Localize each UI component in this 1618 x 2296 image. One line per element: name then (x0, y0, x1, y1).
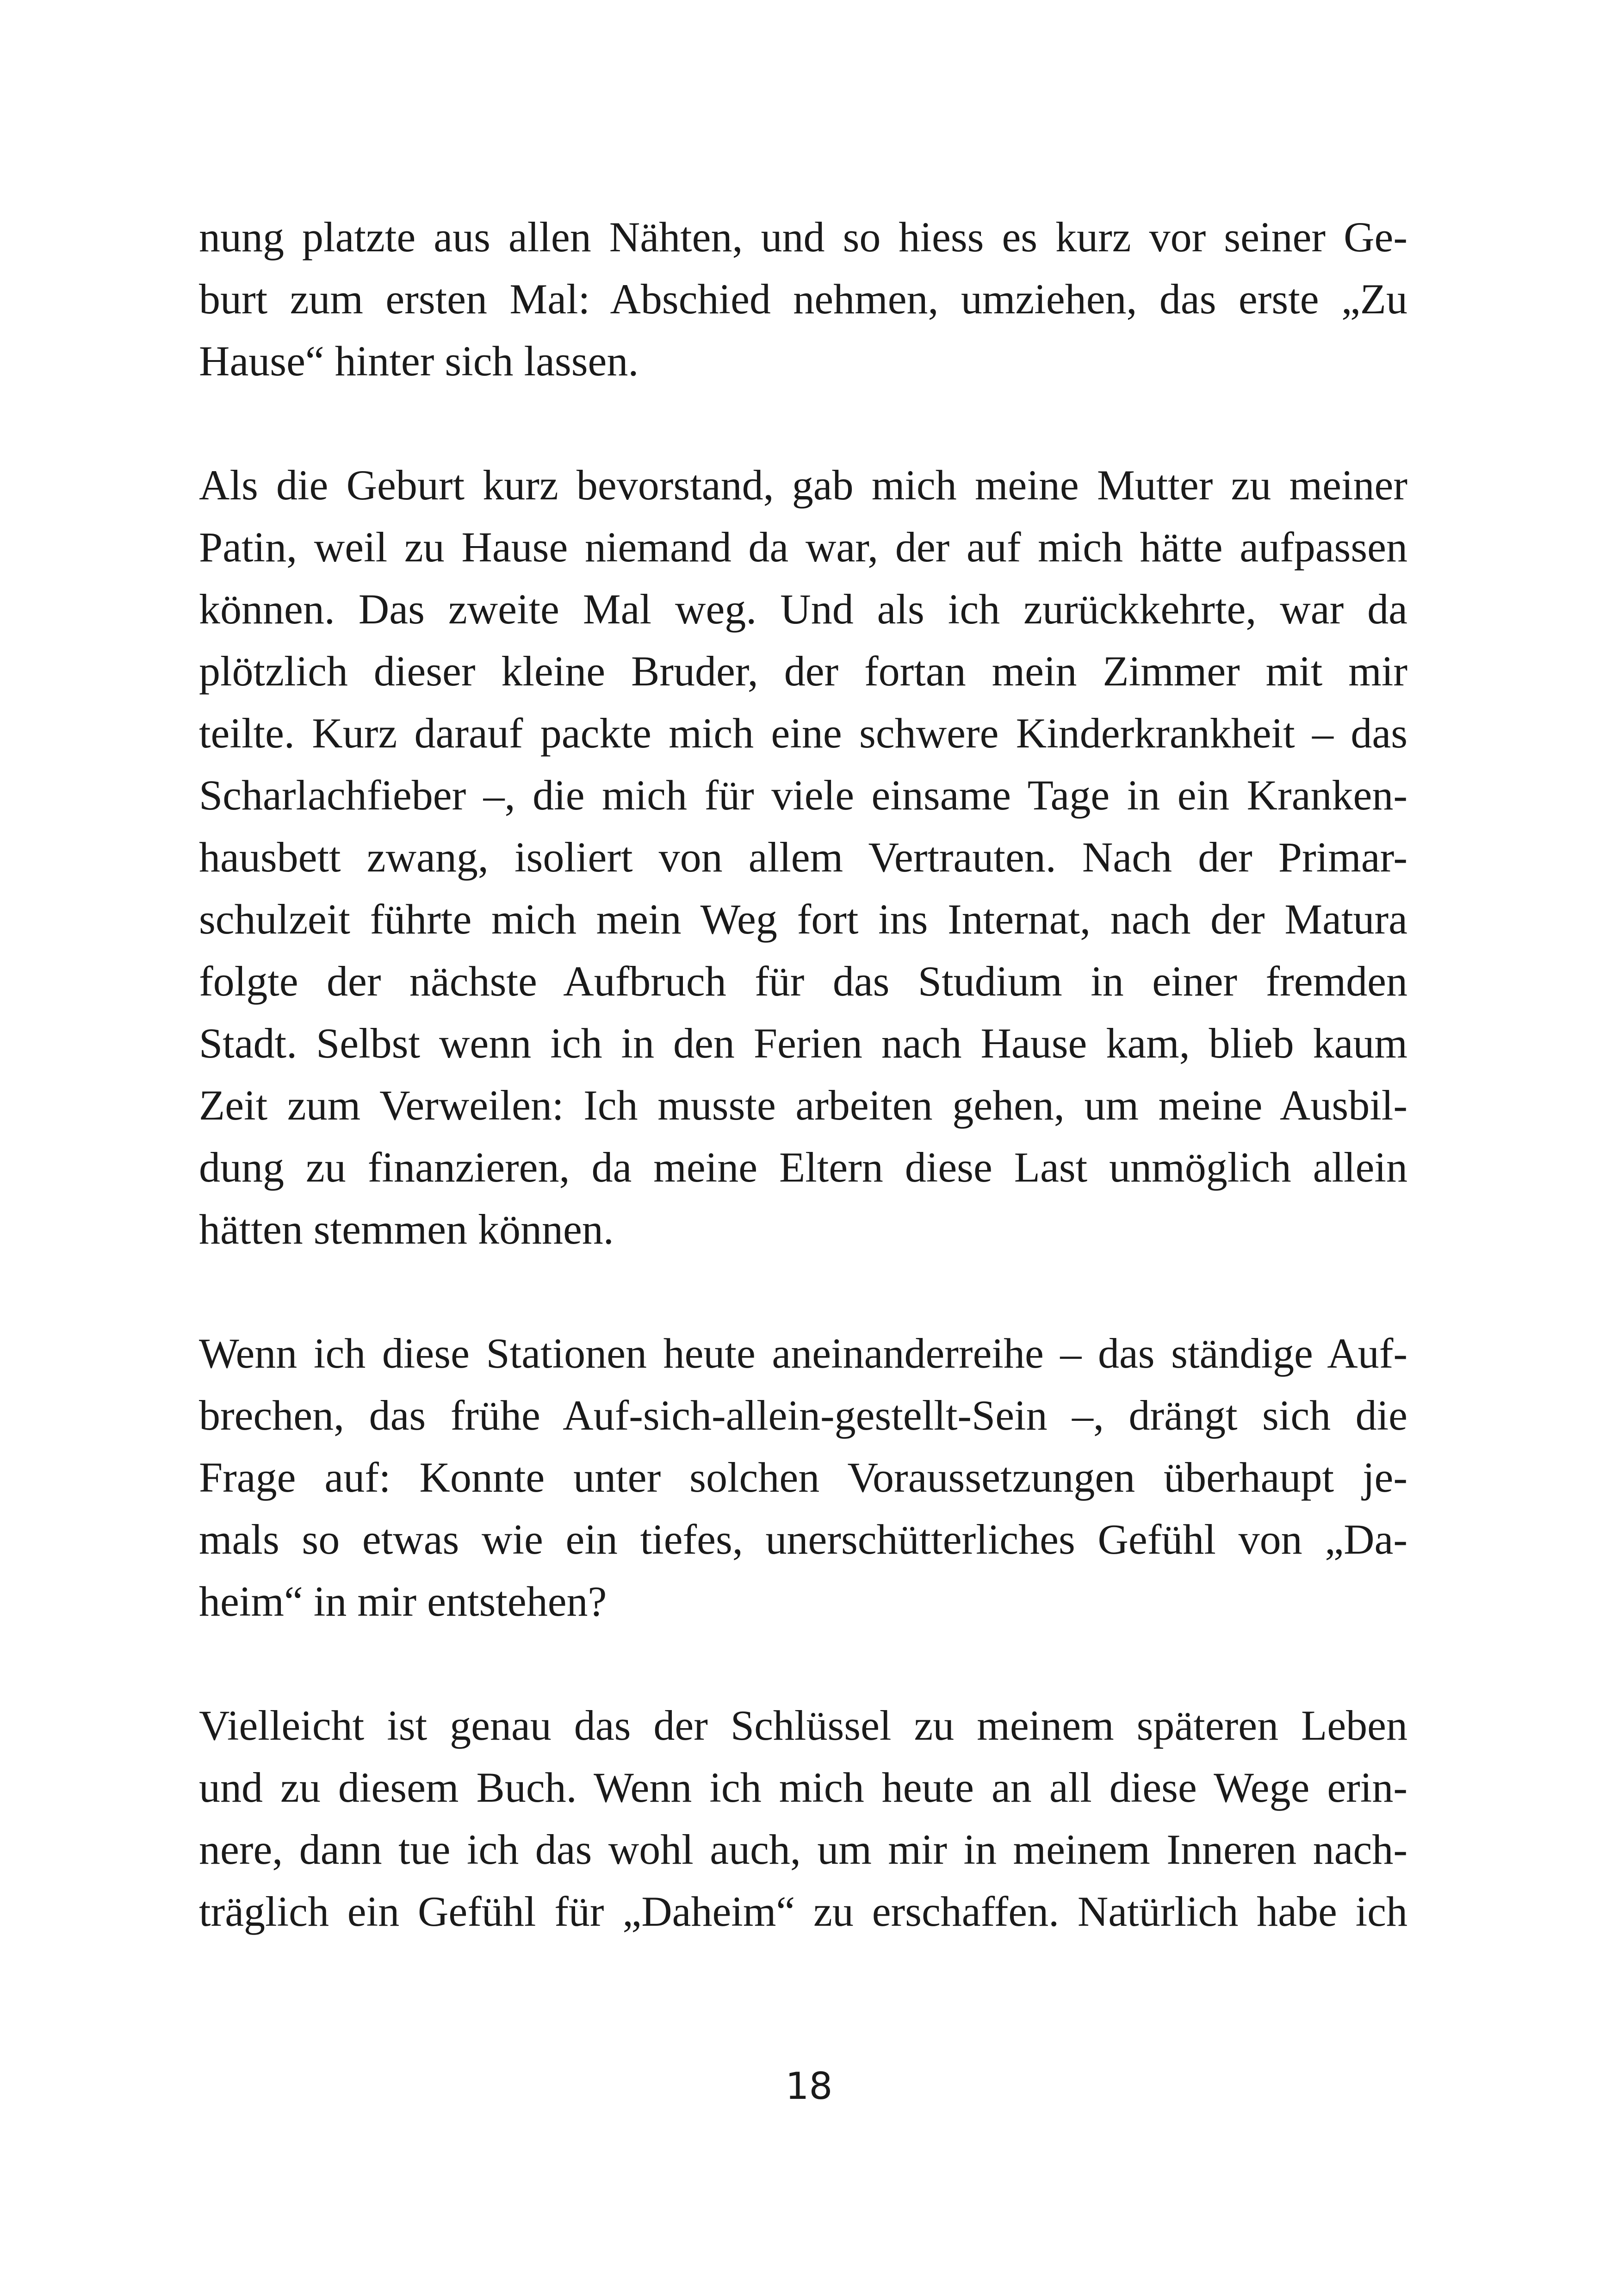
text-line: brechen, das frühe Auf-sich-allein-gestellt-Sein –, drängt sich die (199, 1392, 1407, 1439)
page-number: 18 (785, 2065, 833, 2108)
text-line: Hause“ hinter sich lassen. (199, 337, 639, 385)
paragraph-2 (199, 454, 1407, 1260)
text-line: plötzlich dieser kleine Bruder, der fortan mein Zimmer mit mir (199, 647, 1407, 695)
text-line: Stadt. Selbst wenn ich in den Ferien nach Hause kam, blieb kaum (199, 1020, 1407, 1067)
paragraph-3 (199, 1322, 1407, 1632)
text-line: teilte. Kurz darauf packte mich eine schwere Kinderkrankheit – das (199, 709, 1407, 757)
text-line: mals so etwas wie ein tiefes, unerschütterliches Gefühl von „Da- (199, 1516, 1407, 1563)
text-line: Frage auf: Konnte unter solchen Voraussetzungen überhaupt je- (199, 1454, 1407, 1501)
text-line: nere, dann tue ich das wohl auch, um mir in meinem Inneren nach- (199, 1826, 1407, 1873)
text-line: Wenn ich diese Stationen heute aneinanderreihe – das ständige Auf- (199, 1330, 1407, 1377)
body-text (199, 206, 1407, 2004)
text-line: Als die Geburt kurz bevorstand, gab mich meine Mutter zu meiner (199, 461, 1407, 509)
text-line: burt zum ersten Mal: Abschied nehmen, umziehen, das erste „Zu (199, 275, 1407, 323)
text-line: Zeit zum Verweilen: Ich musste arbeiten gehen, um meine Ausbil- (199, 1082, 1407, 1129)
text-line: folgte der nächste Aufbruch für das Studium in einer fremden (199, 958, 1407, 1005)
text-line: dung zu finanzieren, da meine Eltern diese Last unmöglich allein (199, 1144, 1407, 1191)
text-line: hausbett zwang, isoliert von allem Vertrauten. Nach der Primar- (199, 834, 1407, 881)
text-line: Patin, weil zu Hause niemand da war, der auf mich hätte aufpassen (199, 523, 1407, 571)
paragraph-4 (199, 1694, 1407, 1942)
text-line: Scharlachfieber –, die mich für viele einsame Tage in ein Kranken- (199, 772, 1407, 819)
text-line: nung platzte aus allen Nähten, und so hiess es kurz vor seiner Ge- (199, 213, 1407, 261)
text-line: träglich ein Gefühl für „Daheim“ zu erschaffen. Natürlich habe ich (199, 1888, 1407, 1935)
text-line: Vielleicht ist genau das der Schlüssel zu meinem späteren Leben (199, 1702, 1407, 1749)
text-line: schulzeit führte mich mein Weg fort ins Internat, nach der Matura (199, 896, 1407, 943)
text-line: können. Das zweite Mal weg. Und als ich zurückkehrte, war da (199, 585, 1407, 633)
text-line: hätten stemmen können. (199, 1206, 614, 1253)
text-line: heim“ in mir entstehen? (199, 1578, 607, 1625)
paragraph-1 (199, 206, 1407, 392)
text-line: und zu diesem Buch. Wenn ich mich heute an all diese Wege erin- (199, 1764, 1407, 1811)
